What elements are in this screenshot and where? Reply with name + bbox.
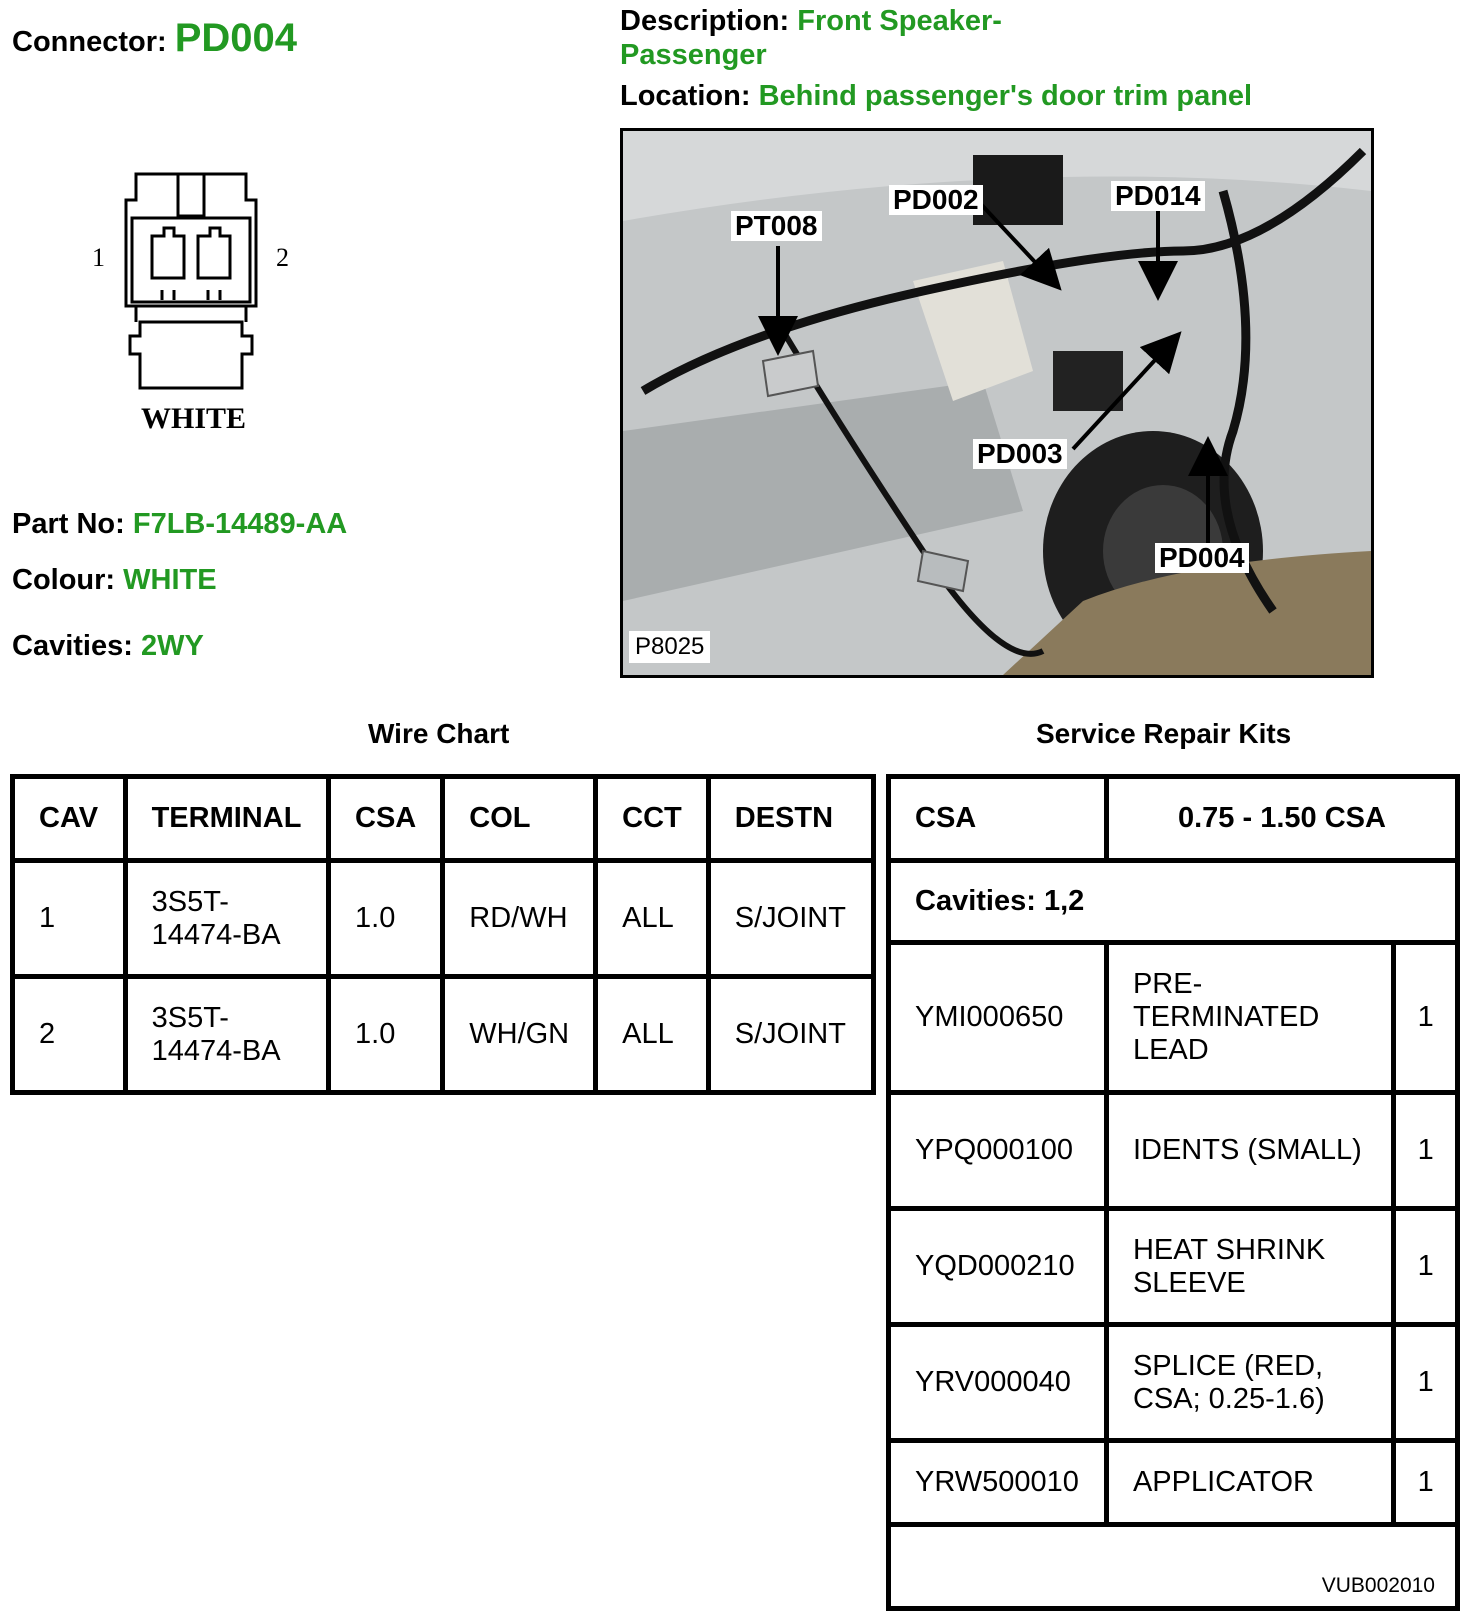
kit-qty: 1 [1394, 1325, 1458, 1441]
description-value: Front Speaker- Passenger [620, 5, 1002, 71]
cell-cct: ALL [596, 977, 709, 1093]
part-number-value: F7LB-14489-AA [132, 508, 348, 540]
table-row [889, 943, 1458, 1093]
part-number-label: Part No: [12, 508, 125, 540]
connector-diagram [86, 166, 306, 456]
cell-cct: ALL [596, 861, 709, 977]
photo-code: P8025 [629, 631, 710, 663]
kits-footer-code: VUB002010 [889, 1525, 1458, 1609]
repair-kits-table [886, 774, 1460, 1611]
table-row [889, 1441, 1458, 1525]
kit-qty: 1 [1394, 1093, 1458, 1209]
table-row [13, 861, 874, 977]
kit-description: PRE-TERMINATED LEAD [1106, 943, 1393, 1093]
header-cct: CCT [596, 777, 709, 861]
colour-label: Colour: [12, 564, 116, 596]
kit-code: YRV000040 [889, 1325, 1107, 1441]
part-number [12, 508, 347, 541]
connector-heading [12, 16, 297, 61]
cavities [12, 630, 204, 663]
location-photo [620, 128, 1374, 678]
callout-pd002: PD002 [889, 185, 983, 215]
colour-value: WHITE [123, 564, 217, 596]
connector-outline-icon [86, 166, 306, 456]
colour [12, 564, 217, 597]
location-value: Behind passenger's door trim panel [758, 80, 1253, 112]
cavities-value: 2WY [140, 630, 204, 662]
kit-code: YMI000650 [889, 943, 1107, 1093]
kits-cavities: Cavities: 1,2 [889, 861, 1458, 943]
callout-pd004: PD004 [1155, 543, 1249, 573]
diagram-colour-label: WHITE [141, 402, 247, 435]
table-row [889, 1209, 1458, 1325]
connector-id: PD004 [174, 16, 298, 60]
header-col: COL [443, 777, 596, 861]
location [620, 80, 1252, 113]
cell-csa: 1.0 [329, 977, 443, 1093]
kit-qty: 1 [1394, 943, 1458, 1093]
header-cav: CAV [13, 777, 126, 861]
kit-code: YRW500010 [889, 1441, 1107, 1525]
kit-description: IDENTS (SMALL) [1106, 1093, 1393, 1209]
kit-description: APPLICATOR [1106, 1441, 1393, 1525]
kits-footer-row [889, 1525, 1458, 1609]
repair-kits-title: Service Repair Kits [1036, 718, 1292, 749]
kit-description: SPLICE (RED, CSA; 0.25-1.6) [1106, 1325, 1393, 1441]
header-csa: CSA [329, 777, 443, 861]
cell-destn: S/JOINT [708, 861, 873, 977]
cell-cav: 2 [13, 977, 126, 1093]
table-row [889, 1325, 1458, 1441]
kits-header-csa: CSA [889, 777, 1107, 861]
repair-kits-header-row [889, 777, 1458, 861]
location-label: Location: [620, 80, 751, 112]
cell-destn: S/JOINT [708, 977, 873, 1093]
kit-description: HEAT SHRINK SLEEVE [1106, 1209, 1393, 1325]
wire-chart-table [10, 774, 876, 1095]
cell-terminal: 3S5T-14474-BA [125, 861, 328, 977]
callout-pd003: PD003 [973, 439, 1067, 469]
kits-cavities-row [889, 861, 1458, 943]
header-terminal: TERMINAL [125, 777, 328, 861]
cell-terminal: 3S5T-14474-BA [125, 977, 328, 1093]
callout-pd014: PD014 [1111, 181, 1205, 211]
callout-pt008: PT008 [731, 211, 822, 241]
cell-cav: 1 [13, 861, 126, 977]
cavities-label: Cavities: [12, 630, 133, 662]
pin-2-label: 2 [276, 243, 289, 272]
cell-csa: 1.0 [329, 861, 443, 977]
cell-col: RD/WH [443, 861, 596, 977]
header-destn: DESTN [708, 777, 873, 861]
table-row [13, 977, 874, 1093]
wire-chart-header-row [13, 777, 874, 861]
table-row [889, 1093, 1458, 1209]
connector-label: Connector: [12, 26, 167, 58]
wire-chart-title: Wire Chart [368, 718, 510, 749]
description-label: Description: [620, 5, 790, 37]
description [620, 4, 1060, 72]
kit-qty: 1 [1394, 1209, 1458, 1325]
kit-code: YPQ000100 [889, 1093, 1107, 1209]
kits-header-range: 0.75 - 1.50 CSA [1106, 777, 1457, 861]
kit-code: YQD000210 [889, 1209, 1107, 1325]
pin-1-label: 1 [92, 243, 105, 272]
cell-col: WH/GN [443, 977, 596, 1093]
kit-qty: 1 [1394, 1441, 1458, 1525]
